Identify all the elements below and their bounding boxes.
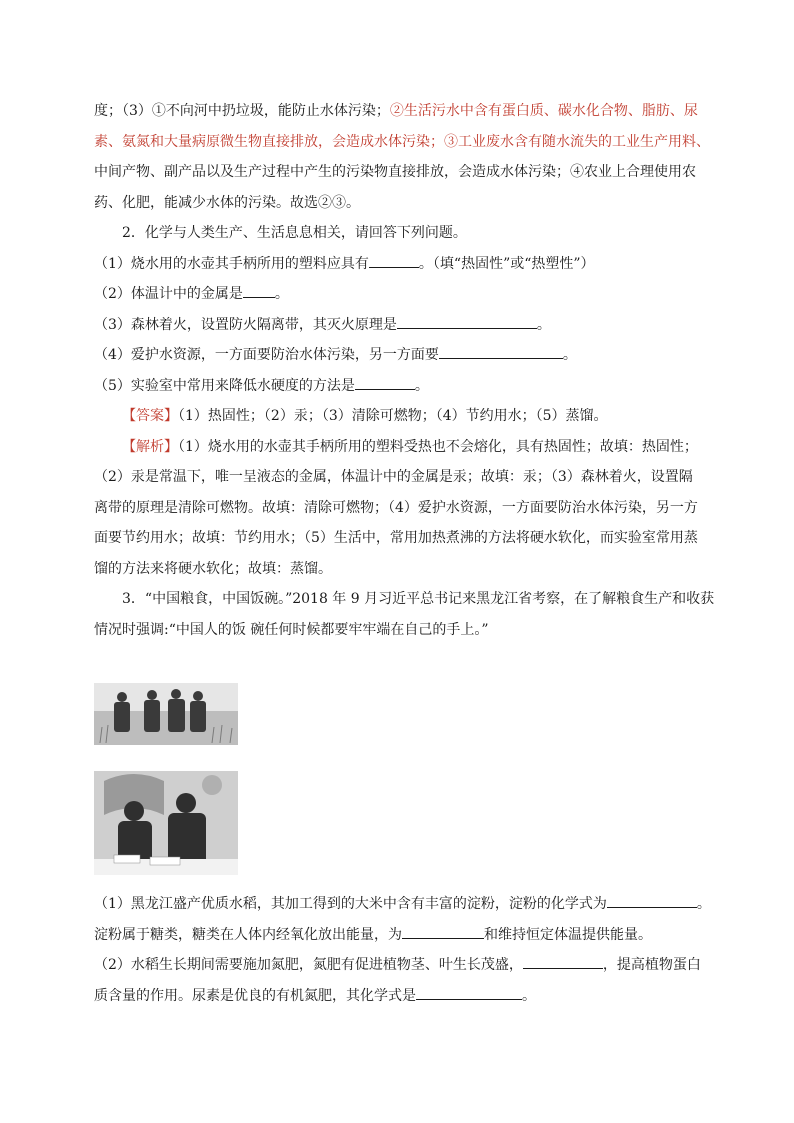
q2-sub-4 <box>94 340 706 371</box>
question-text: 质含量的作用。尿素是优良的有机氮肥，其化学式是 <box>94 987 416 1004</box>
question-text: 情况时强调:“中国人的饭 碗任何时候都要牢牢端在自己的手上。” <box>94 621 489 638</box>
question-text: （5）实验室中常用来降低水硬度的方法是 <box>94 377 355 394</box>
answer-blank[interactable] <box>355 374 415 390</box>
q2-sub-2 <box>94 279 706 310</box>
question-text: （1）烧水用的水壶其手柄所用的塑料应具有 <box>94 255 369 272</box>
question-text: 。 <box>536 316 551 333</box>
question-text: 。 <box>522 987 536 1004</box>
question-title: 2．化学与人类生产、生活息息相关，请回答下列问题。 <box>122 225 467 241</box>
field-inspection-photo <box>94 683 238 745</box>
answer-blank[interactable] <box>607 892 697 908</box>
q2-analysis-3 <box>94 493 706 524</box>
q2-sub-5 <box>94 371 706 402</box>
question-text: ，提高植物蛋白 <box>602 957 701 973</box>
q3-sub-1-cont <box>94 920 706 951</box>
q2-sub-3 <box>94 310 706 341</box>
q2-sub-1 <box>94 249 706 280</box>
answer-text: （1）热固性；（2）汞；（3）清除可燃物；（4）节约用水；（5）蒸馏。 <box>178 408 608 424</box>
answer-blank[interactable] <box>243 282 275 298</box>
answer-blank[interactable] <box>397 313 537 329</box>
question-text: 。 <box>274 286 289 302</box>
document-content <box>94 96 715 1011</box>
question-text: （2）体温计中的金属是 <box>94 286 243 302</box>
analysis-text: （2）汞是常温下，唯一呈液态的金属，体温计中的金属是汞；故填：汞；（3）森林着火，设置隔 <box>94 469 693 485</box>
analysis-text: 面要节约用水；故填：节约用水；（5）生活中，常用加热煮沸的方法将硬水软化，而实验室常用蒸 <box>94 530 698 546</box>
intro-line-2 <box>94 127 710 158</box>
q3-sub-1 <box>94 889 711 920</box>
question-text: 。 <box>414 377 429 394</box>
answer-blank[interactable] <box>439 343 563 359</box>
intro-text: 药、化肥，能减少水体的污染。故选②③。 <box>94 194 360 211</box>
intro-highlight: 素、氨氮和大量病原微生物直接排放，会造成水体污染； <box>94 133 444 150</box>
q2-analysis-4 <box>94 523 706 554</box>
q3-intro-1 <box>94 584 715 615</box>
intro-line-3 <box>94 157 706 188</box>
question-text: 和维持恒定体温提供能量。 <box>484 926 652 943</box>
q2-title <box>94 218 706 249</box>
answer-blank[interactable] <box>416 984 522 1000</box>
intro-highlight: ②生活污水中含有蛋白质、碳水化合物、脂肪、尿 <box>389 103 698 119</box>
analysis-text: 离带的原理是清除可燃物。故填：清除可燃物；（4）爱护水资源，一方面要防治水体污染，另一方 <box>94 499 698 516</box>
question-text: （4）爱护水资源，一方面要防治水体污染，另一方面要 <box>94 347 439 363</box>
question-text: 。 <box>562 347 577 363</box>
q3-intro-2 <box>94 615 706 646</box>
intro-text: 度；（3）①不向河中扔垃圾，能防止水体污染； <box>94 103 390 119</box>
q3-sub-2-cont <box>94 981 706 1012</box>
intro-highlight: ③工业废水含有随水流失的工业生产用料、 <box>444 133 710 150</box>
q2-answer <box>94 401 706 432</box>
question-text: 淀粉属于糖类，糖类在人体内经氧化放出能量，为 <box>94 926 402 943</box>
answer-blank[interactable] <box>523 953 603 969</box>
rice-product-photo <box>94 771 238 875</box>
answer-label: 【答案】 <box>122 408 178 424</box>
answer-blank[interactable] <box>369 252 419 268</box>
q2-analysis-1 <box>94 432 706 463</box>
intro-line-4 <box>94 188 706 219</box>
intro-text: 中间产物、副产品以及生产过程中产生的污染物直接排放，会造成水体污染；④农业上合理使用农 <box>94 164 696 180</box>
answer-blank[interactable] <box>402 923 484 939</box>
q3-sub-2 <box>94 950 706 981</box>
question-text: （2）水稻生长期间需要施加氮肥，氮肥有促进植物茎、叶生长茂盛， <box>94 957 523 973</box>
analysis-text: 馏的方法来将硬水软化；故填：蒸馏。 <box>94 560 332 577</box>
question-text: 。（填“热固性”或“热塑性”） <box>418 255 595 272</box>
question-text: （1）黑龙江盛产优质水稻，其加工得到的大米中含有丰富的淀粉，淀粉的化学式为 <box>94 896 607 912</box>
question-text: 3．“中国粮食，中国饭碗。”2018 年 9 月习近平总书记来黑龙江省考察，在了解粮食生产和收获 <box>122 591 715 607</box>
analysis-label: 【解析】 <box>122 438 178 455</box>
analysis-text: （1）烧水用的水壶其手柄所用的塑料受热也不会熔化，具有热固性；故填：热固性； <box>178 438 698 455</box>
question-text: （3）森林着火，设置防火隔离带，其灭火原理是 <box>94 316 397 333</box>
q2-analysis-2 <box>94 462 706 493</box>
q2-analysis-5 <box>94 554 706 585</box>
intro-line-1 <box>94 96 706 127</box>
question-text: 。 <box>696 896 711 912</box>
